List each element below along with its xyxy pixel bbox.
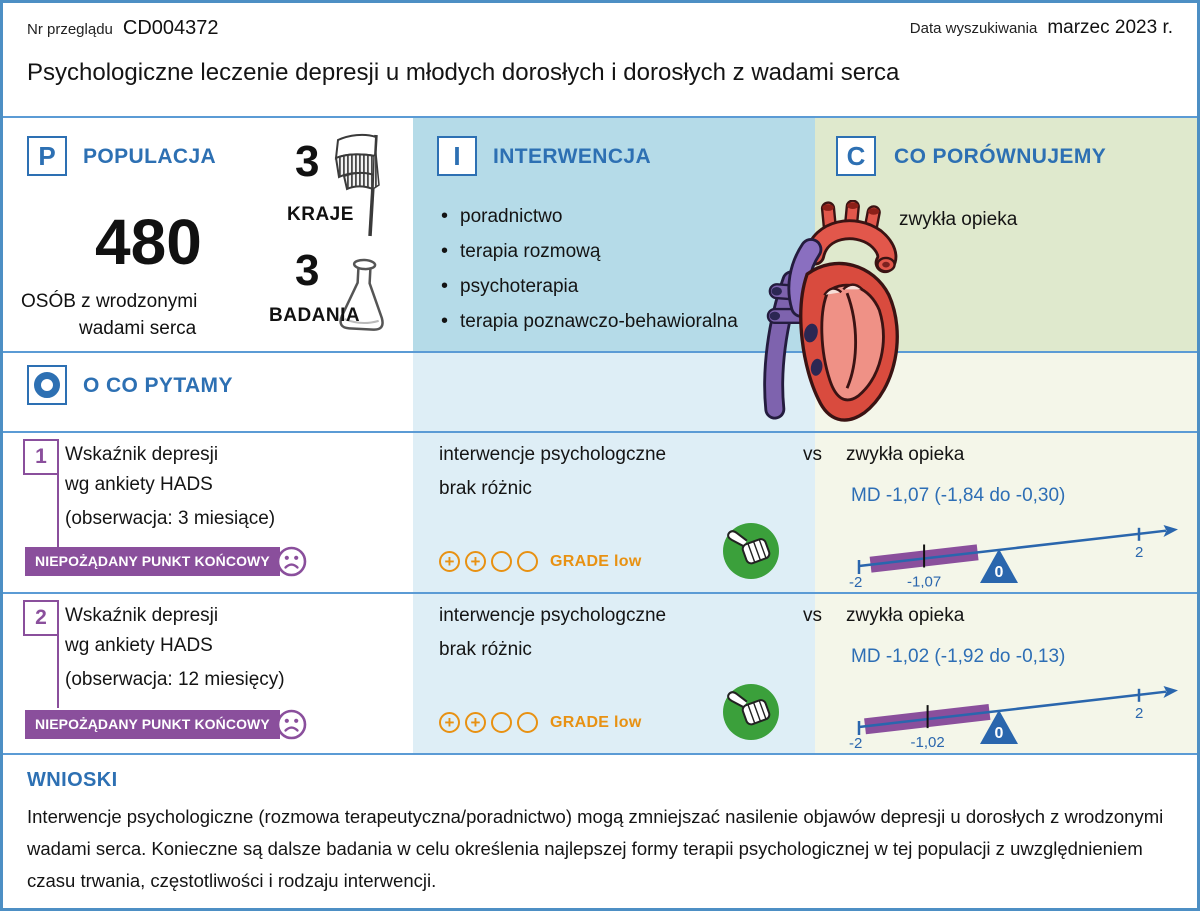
countries-label: KRAJE — [287, 204, 354, 225]
svg-text:0: 0 — [994, 564, 1004, 581]
review-number-value: CD004372 — [122, 17, 219, 39]
intervention-item: • psychoterapia — [441, 269, 738, 304]
intervention-list — [441, 199, 738, 339]
seesaw-axis-line — [859, 531, 1166, 566]
separator-line — [3, 753, 1197, 755]
outcome-name-line1: Wskaźnik depresji — [65, 444, 219, 465]
grade-rating — [439, 551, 642, 572]
separator-line — [3, 431, 1197, 433]
question-letter-box — [27, 365, 67, 405]
conclusions-heading: WNIOSKI — [27, 769, 118, 791]
page-title: Psychologiczne leczenie depresji u młodych dorosłych i dorosłych z wadami serca — [27, 59, 900, 86]
question-heading: O CO PYTAMY — [83, 374, 233, 397]
search-date-label: Data wyszukiwania — [909, 20, 1038, 37]
conclusions-text: Interwencje psychologiczne (rozmowa terapeutyczna/poradnictwo) mogą zmniejszać nasilenie objawów depresji u dorosłych z wrodzonymi wadami serca. Konieczne są dalsze badania w celu określenia najlepszej formy terapii psychologicznej w tej populacji z uwzględnieniem czasu trwania, częstotliwości i rodzaju interwencji. — [27, 806, 1164, 891]
row-intervention-label: interwencje psychologczne — [439, 444, 667, 465]
outcome-number: 2 — [23, 600, 59, 636]
outcome-name-line2: wg ankiety HADS — [65, 635, 213, 656]
vs-label: vs — [803, 605, 822, 626]
sad-face-icon — [276, 709, 307, 740]
intervention-item: • poradnictwo — [441, 199, 738, 234]
intervention-item: • terapia poznawczo-behawioralna — [441, 304, 738, 339]
grade-circle-plus-icon: + — [439, 551, 460, 572]
row-comparator-label: zwykła opieka — [846, 605, 965, 626]
studies-count: 3 — [295, 246, 320, 295]
effect-seesaw-chart — [841, 506, 1186, 588]
separator-line — [3, 116, 1197, 118]
comparison-value: zwykła opieka — [899, 209, 1018, 230]
separator-line — [3, 592, 1197, 594]
review-number — [27, 17, 219, 40]
seesaw-axis-line — [859, 692, 1166, 727]
svg-text:-2: -2 — [849, 735, 863, 749]
intervention-heading: INTERWENCJA — [493, 145, 652, 168]
row-result: brak różnic — [439, 478, 532, 499]
vs-label: vs — [803, 444, 822, 465]
grade-label: GRADE low — [550, 713, 642, 731]
grade-circle-icon — [517, 551, 538, 572]
population-count-caption-line1: OSÓB z wrodzonymi — [21, 291, 198, 312]
outcome-number: 1 — [23, 439, 59, 475]
svg-text:-1,07: -1,07 — [906, 573, 942, 588]
effect-estimate-label: MD -1,02 (-1,92 do -0,13) — [851, 646, 1066, 667]
studies-label: BADANIA — [269, 305, 361, 326]
svg-text:0: 0 — [994, 725, 1004, 742]
outcome-name-line1: Wskaźnik depresji — [65, 605, 219, 626]
svg-text:2: 2 — [1135, 543, 1144, 561]
outcome-connector-line — [57, 636, 59, 708]
row-intervention-label: interwencje psychologczne — [439, 605, 667, 626]
outcome-connector-line — [57, 475, 59, 547]
row-result: brak różnic — [439, 639, 532, 660]
effect-estimate-label: MD -1,07 (-1,84 do -0,30) — [851, 485, 1066, 506]
badge-label: NIEPOŻĄDANY PUNKT KOŃCOWY — [25, 710, 280, 739]
grade-circle-icon — [491, 551, 512, 572]
undesired-endpoint-badge — [25, 709, 307, 740]
comparison-letter-box: C — [836, 136, 876, 176]
svg-text:2: 2 — [1135, 704, 1144, 722]
grade-circle-plus-icon: + — [465, 551, 486, 572]
grade-label: GRADE low — [550, 552, 642, 570]
separator-line — [3, 351, 1197, 353]
thumbs-up-icon — [721, 521, 781, 581]
outcome-name-line2: wg ankiety HADS — [65, 474, 213, 495]
badge-label: NIEPOŻĄDANY PUNKT KOŃCOWY — [25, 547, 280, 576]
undesired-endpoint-badge — [25, 546, 307, 577]
search-date-value: marzec 2023 r. — [1047, 17, 1173, 38]
sad-face-icon — [276, 546, 307, 577]
svg-text:-2: -2 — [849, 574, 863, 588]
effect-seesaw-chart — [841, 667, 1186, 749]
outcome-observation: (obserwacja: 12 miesięcy) — [65, 669, 285, 690]
population-heading: POPULACJA — [83, 145, 217, 168]
review-number-label: Nr przeglądu — [27, 21, 113, 38]
svg-text:-1,02: -1,02 — [910, 734, 945, 749]
heart-illustration — [748, 200, 910, 430]
thumbs-up-icon — [721, 682, 781, 742]
grade-circle-icon — [517, 712, 538, 733]
ring-icon — [33, 371, 61, 399]
countries-count: 3 — [295, 137, 320, 186]
row-comparator-label: zwykła opieka — [846, 444, 965, 465]
intervention-item: • terapia rozmową — [441, 234, 738, 269]
population-count: 480 — [95, 206, 202, 278]
comparison-heading: CO PORÓWNUJEMY — [894, 145, 1107, 168]
grade-circle-plus-icon: + — [439, 712, 460, 733]
grade-rating — [439, 712, 642, 733]
population-letter-box: P — [27, 136, 67, 176]
population-count-caption-line2: wadami serca — [79, 318, 197, 339]
search-date — [910, 17, 1173, 39]
grade-circle-icon — [491, 712, 512, 733]
outcome-observation: (obserwacja: 3 miesiące) — [65, 508, 276, 529]
grade-circle-plus-icon: + — [465, 712, 486, 733]
intervention-letter-box: I — [437, 136, 477, 176]
